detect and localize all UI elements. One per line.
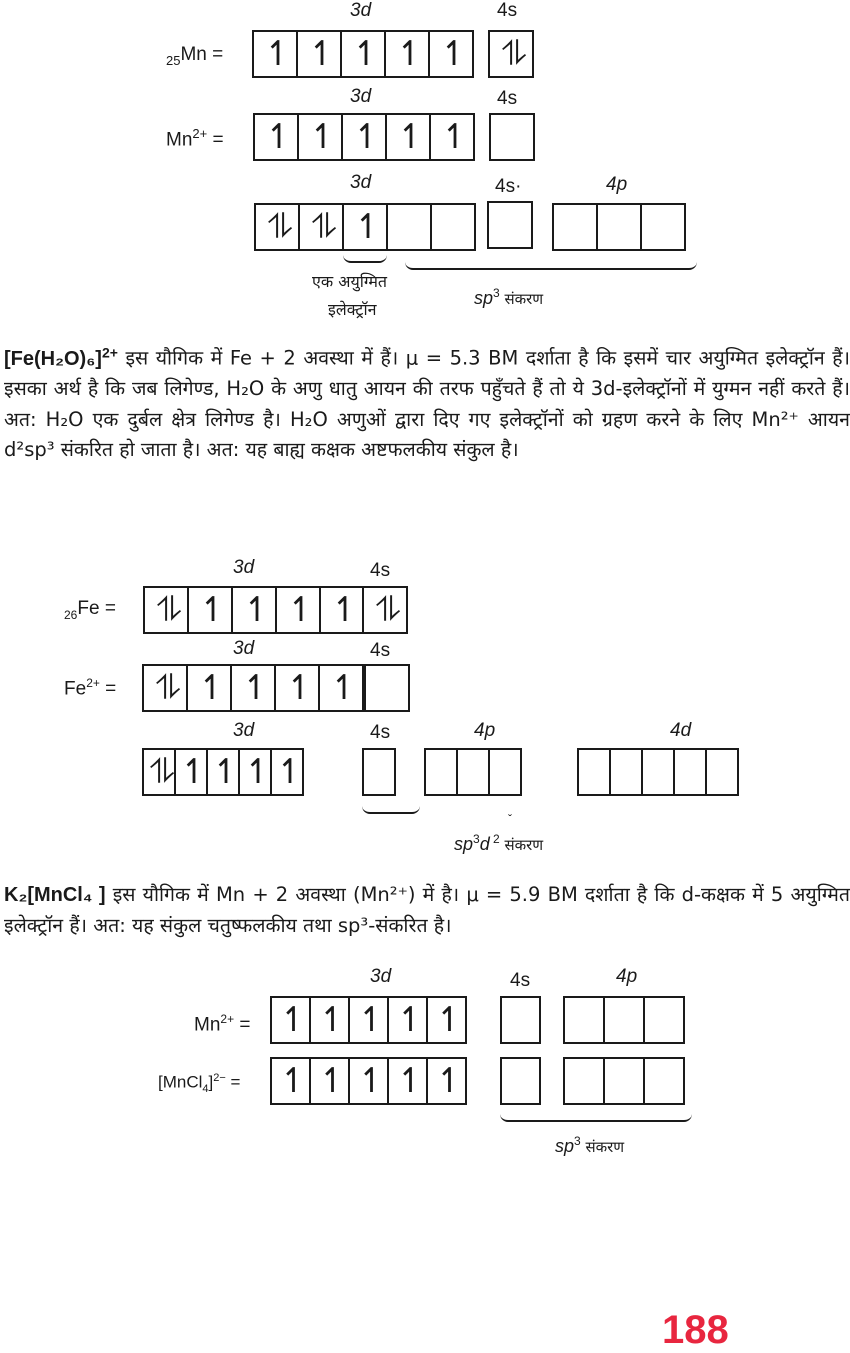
orbital-box-empty bbox=[386, 203, 432, 251]
spin-up-arrow-icon: ↿ bbox=[440, 118, 464, 156]
fe-h2o6-explanation-paragraph bbox=[4, 337, 850, 466]
orbital-box bbox=[428, 30, 474, 78]
mn-ion-4s-box bbox=[489, 113, 535, 161]
orbital-label-4p: 4p bbox=[616, 966, 638, 987]
equals-sign: = bbox=[225, 1072, 241, 1092]
orbital-box bbox=[309, 1057, 350, 1105]
orbital-box bbox=[274, 664, 320, 712]
orbital-box bbox=[387, 996, 428, 1044]
spin-up-arrow-icon: ↿ bbox=[307, 35, 331, 73]
orbital-box-empty bbox=[500, 1057, 541, 1105]
sp3-hybridization-brace bbox=[500, 1114, 692, 1122]
orbital-label-4s: 4s bbox=[370, 722, 391, 743]
spin-up-arrow-icon: ↿ bbox=[357, 1001, 380, 1039]
spin-up-arrow-icon: ↿ bbox=[286, 591, 310, 629]
orbital-box bbox=[252, 30, 298, 78]
orbital-label-4s: 4s bbox=[370, 640, 391, 661]
fe-atom-3d-boxes bbox=[143, 586, 365, 634]
orbital-box-empty bbox=[364, 664, 410, 712]
orbital-box bbox=[309, 996, 350, 1044]
equals-sign: = bbox=[212, 44, 224, 65]
fe-atom-4s-box bbox=[362, 586, 408, 634]
sp3d2-hybridization-brace bbox=[362, 806, 420, 814]
element-symbol: Fe bbox=[77, 598, 100, 619]
spin-up-arrow-icon: ↿ bbox=[279, 1001, 302, 1039]
orbital-box bbox=[342, 203, 388, 251]
orbital-label-3d: 3d bbox=[233, 638, 255, 659]
orbital-box-empty bbox=[603, 1057, 645, 1105]
spin-up-arrow-icon: ↿ bbox=[279, 1062, 302, 1100]
spin-up-arrow-icon: ↿ bbox=[318, 1062, 341, 1100]
hybrid-suffix: संकरण bbox=[580, 1138, 625, 1156]
paired-arrows-icon: ⥮ bbox=[267, 208, 287, 246]
formula-charge: 2+ bbox=[101, 344, 118, 360]
orbital-label-4p: 4p bbox=[474, 720, 496, 741]
mn-ion-3d-boxes bbox=[270, 996, 467, 1044]
orbital-box bbox=[143, 586, 189, 634]
orbital-box bbox=[298, 203, 344, 251]
orbital-box-empty bbox=[643, 1057, 685, 1105]
orbital-label-3d: 3d bbox=[233, 720, 255, 741]
paired-arrows-icon: ⥮ bbox=[156, 591, 176, 629]
spin-up-arrow-icon: ↿ bbox=[353, 208, 377, 246]
orbital-box bbox=[231, 586, 277, 634]
spin-up-arrow-icon: ↿ bbox=[275, 753, 299, 791]
orbital-label-4d: 4d bbox=[670, 720, 692, 741]
complex-formula: K₂[MnCl₄ ] bbox=[4, 884, 106, 906]
fe-hybrid-4d-boxes bbox=[577, 748, 739, 796]
orbital-box bbox=[206, 748, 240, 796]
orbital-box bbox=[253, 113, 299, 161]
orbital-label-3d: 3d bbox=[350, 86, 372, 107]
orbital-box-empty bbox=[673, 748, 707, 796]
orbital-box-empty bbox=[424, 748, 458, 796]
orbital-label-4s: 4s· bbox=[495, 176, 522, 197]
orbital-box-empty bbox=[705, 748, 739, 796]
spin-up-arrow-icon: ↿ bbox=[396, 1062, 419, 1100]
element-symbol: Mn bbox=[180, 44, 207, 65]
spin-up-arrow-icon: ↿ bbox=[241, 669, 265, 707]
complex-close: ] bbox=[208, 1072, 214, 1092]
orbital-box-empty bbox=[563, 996, 605, 1044]
orbital-box bbox=[270, 748, 304, 796]
orbital-box-empty bbox=[488, 748, 522, 796]
paragraph-text: इस यौगिक में Mn + 2 अवस्था (Mn²⁺) में है। μ = 5.9 BM दर्शाता है कि d-कक्षक में 5 अयुग्मित इलेक्ट्रॉन हैं। अत: यह संकुल चतुष्फलकीय तथा sp³-संकरित है। bbox=[4, 883, 850, 937]
spin-up-arrow-icon: ↿ bbox=[308, 118, 332, 156]
orbital-box bbox=[426, 1057, 467, 1105]
mncl4-3d-boxes bbox=[270, 1057, 467, 1105]
page-number: 188 bbox=[662, 1308, 729, 1352]
sp3-hybridization-label bbox=[555, 1134, 624, 1157]
orbital-box bbox=[254, 203, 300, 251]
orbital-box-empty bbox=[577, 748, 611, 796]
hybrid-sup: 2 bbox=[489, 832, 500, 846]
spin-up-arrow-icon: ↿ bbox=[396, 1001, 419, 1039]
orbital-box bbox=[488, 30, 534, 78]
orbital-box bbox=[384, 30, 430, 78]
orbital-box-empty bbox=[609, 748, 643, 796]
atomic-number: 25 bbox=[166, 52, 181, 68]
spin-up-arrow-icon: ↿ bbox=[329, 669, 353, 707]
spin-up-arrow-icon: ↿ bbox=[318, 1001, 341, 1039]
orbital-box bbox=[187, 586, 233, 634]
equals-sign: = bbox=[212, 129, 224, 151]
unpaired-electron-note-line1: एक अयुग्मित bbox=[312, 272, 388, 291]
element-symbol: Mn bbox=[194, 1014, 221, 1036]
paired-arrows-icon: ⥮ bbox=[501, 35, 521, 73]
mn-ion-label bbox=[194, 1012, 250, 1036]
spin-up-arrow-icon: ↿ bbox=[264, 118, 288, 156]
complex-main: [MnCl bbox=[158, 1072, 203, 1092]
spin-up-arrow-icon: ↿ bbox=[242, 591, 266, 629]
hybrid-prefix: sp bbox=[555, 1136, 575, 1156]
orbital-label-3d: 3d bbox=[350, 172, 372, 193]
equals-sign: = bbox=[234, 1014, 251, 1036]
orbital-box-empty bbox=[563, 1057, 605, 1105]
spin-up-arrow-icon: ↿ bbox=[243, 753, 267, 791]
orbital-box bbox=[230, 664, 276, 712]
hybrid-sup: 3 bbox=[574, 1134, 581, 1148]
mn-ion-3d-boxes bbox=[253, 113, 475, 161]
spin-up-arrow-icon: ↿ bbox=[285, 669, 309, 707]
orbital-label-3d: 3d bbox=[350, 0, 372, 21]
orbital-box-empty bbox=[430, 203, 476, 251]
orbital-box bbox=[348, 996, 389, 1044]
spin-up-arrow-icon: ↿ bbox=[330, 591, 354, 629]
orbital-box bbox=[385, 113, 431, 161]
orbital-label-4s: 4s bbox=[497, 0, 518, 21]
equals-sign: = bbox=[105, 678, 117, 700]
orbital-box bbox=[270, 1057, 311, 1105]
fe-ion-label bbox=[64, 676, 116, 700]
orbital-label-4s: 4s bbox=[510, 970, 531, 991]
orbital-box bbox=[340, 30, 386, 78]
complex-sub: 4 bbox=[202, 1083, 209, 1096]
spin-up-arrow-icon: ↿ bbox=[198, 591, 222, 629]
atomic-number: 26 bbox=[64, 607, 78, 622]
fe-hybrid-4s-box bbox=[362, 748, 396, 796]
unpaired-electron-note-line2: इलेक्ट्रॉन bbox=[328, 300, 377, 319]
fe-ion-4s-box bbox=[364, 664, 410, 712]
mn-atom-4s-box bbox=[488, 30, 534, 78]
orbital-box bbox=[238, 748, 272, 796]
orbital-box-empty bbox=[640, 203, 686, 251]
hybrid-suffix: संकरण bbox=[499, 290, 544, 308]
spin-up-arrow-icon: ↿ bbox=[179, 753, 203, 791]
ion-charge: 2+ bbox=[220, 1012, 235, 1026]
orbital-label-3d: 3d bbox=[233, 557, 255, 578]
hybrid-mid: d bbox=[479, 834, 490, 854]
spin-up-arrow-icon: ↿ bbox=[439, 35, 463, 73]
orbital-box-empty bbox=[596, 203, 642, 251]
spin-up-arrow-icon: ↿ bbox=[435, 1062, 458, 1100]
spin-up-arrow-icon: ↿ bbox=[197, 669, 221, 707]
hybrid-3d-boxes bbox=[254, 203, 476, 251]
hybrid-4s-box bbox=[487, 201, 533, 249]
mn-ion-4s-box bbox=[500, 996, 541, 1044]
k2mncl4-explanation-paragraph bbox=[4, 880, 850, 941]
formula-text: [Fe(H₂O)₆] bbox=[4, 347, 102, 370]
orbital-box bbox=[362, 586, 408, 634]
hybrid-4p-boxes bbox=[552, 203, 686, 251]
hybrid-prefix: sp bbox=[474, 288, 494, 308]
paired-arrows-icon: ⥮ bbox=[375, 591, 395, 629]
orbital-box-empty bbox=[487, 201, 533, 249]
equals-sign: = bbox=[104, 598, 116, 619]
brace-tip: ˇ bbox=[508, 812, 512, 826]
orbital-box-empty bbox=[489, 113, 535, 161]
mn-ion-4p-boxes bbox=[563, 996, 685, 1044]
orbital-box-empty bbox=[643, 996, 685, 1044]
spin-up-arrow-icon: ↿ bbox=[395, 35, 419, 73]
paired-arrows-icon: ⥮ bbox=[311, 208, 331, 246]
paired-arrows-icon: ⥮ bbox=[155, 669, 175, 707]
orbital-box bbox=[318, 664, 364, 712]
sp3-hybridization-brace bbox=[405, 262, 697, 270]
hybrid-prefix: sp bbox=[454, 834, 474, 854]
orbital-label-4p: 4p bbox=[606, 174, 628, 195]
orbital-box-empty bbox=[456, 748, 490, 796]
orbital-label-4s: 4s bbox=[370, 560, 391, 581]
spin-up-arrow-icon: ↿ bbox=[435, 1001, 458, 1039]
fe-hybrid-4p-boxes bbox=[424, 748, 522, 796]
orbital-label-3d: 3d bbox=[370, 966, 392, 987]
fe-ion-3d-boxes bbox=[142, 664, 364, 712]
spin-up-arrow-icon: ↿ bbox=[263, 35, 287, 73]
complex-formula bbox=[4, 344, 118, 370]
orbital-box-empty bbox=[603, 996, 645, 1044]
sp3-hybridization-label bbox=[474, 286, 543, 309]
orbital-box bbox=[319, 586, 365, 634]
orbital-box bbox=[341, 113, 387, 161]
orbital-box bbox=[387, 1057, 428, 1105]
orbital-box-empty bbox=[362, 748, 396, 796]
unpaired-electron-brace bbox=[343, 255, 387, 263]
orbital-box-empty bbox=[500, 996, 541, 1044]
orbital-box bbox=[426, 996, 467, 1044]
hybrid-sup: 3 bbox=[473, 832, 480, 846]
spin-up-arrow-icon: ↿ bbox=[211, 753, 235, 791]
orbital-box bbox=[186, 664, 232, 712]
spin-up-arrow-icon: ↿ bbox=[357, 1062, 380, 1100]
element-symbol: Fe bbox=[64, 678, 87, 700]
orbital-box bbox=[275, 586, 321, 634]
fe-atom-label bbox=[64, 598, 116, 622]
paragraph-text: इस यौगिक में Fe + 2 अवस्था में हैं। μ = 5.3 BM दर्शाता है कि इसमें चार अयुग्मित इलेक्ट्रॉन हैं। इसका अर्थ है कि जब लिगेण्ड, H₂O के अणु धातु आयन की तरफ पहुँचते हैं तो ये 3d-इलेक्ट्रॉनों में युग्मन नहीं करते हैं। अत: H₂O एक दुर्बल क्षेत्र लिगेण्ड है। H₂O अणुओं द्वारा दिए गए इलेक्ट्रॉनों को ग्रहण करने के लिए Mn²⁺ आयन d²sp³ संकरित हो जाता है। अत: यह बाह्य कक्षक अष्टफलकीय संकुल है। bbox=[4, 346, 850, 462]
spin-up-arrow-icon: ↿ bbox=[396, 118, 420, 156]
orbital-box-empty bbox=[641, 748, 675, 796]
paired-arrows-icon: ⥮ bbox=[149, 753, 169, 791]
hybrid-suffix: संकरण bbox=[499, 836, 544, 854]
mn-ion-label bbox=[166, 126, 224, 151]
orbital-label-4s: 4s bbox=[497, 88, 518, 109]
orbital-box-empty bbox=[552, 203, 598, 251]
orbital-box bbox=[429, 113, 475, 161]
ion-charge: 2+ bbox=[86, 676, 100, 690]
orbital-box bbox=[174, 748, 208, 796]
mn-atom-label bbox=[166, 44, 223, 68]
orbital-box bbox=[142, 664, 188, 712]
spin-up-arrow-icon: ↿ bbox=[351, 35, 375, 73]
orbital-box bbox=[270, 996, 311, 1044]
element-symbol: Mn bbox=[166, 129, 193, 151]
mncl4-4p-boxes bbox=[563, 1057, 685, 1105]
complex-charge: 2− bbox=[213, 1072, 226, 1084]
hybrid-sup: 3 bbox=[493, 286, 500, 300]
mncl4-4s-box bbox=[500, 1057, 541, 1105]
mncl4-complex-label bbox=[158, 1072, 240, 1095]
mn-atom-3d-boxes bbox=[252, 30, 474, 78]
orbital-box bbox=[297, 113, 343, 161]
orbital-box bbox=[296, 30, 342, 78]
sp3d2-hybridization-label bbox=[454, 832, 543, 855]
orbital-box bbox=[348, 1057, 389, 1105]
fe-hybrid-3d-boxes bbox=[142, 748, 304, 796]
ion-charge: 2+ bbox=[192, 126, 208, 141]
spin-up-arrow-icon: ↿ bbox=[352, 118, 376, 156]
orbital-box bbox=[142, 748, 176, 796]
